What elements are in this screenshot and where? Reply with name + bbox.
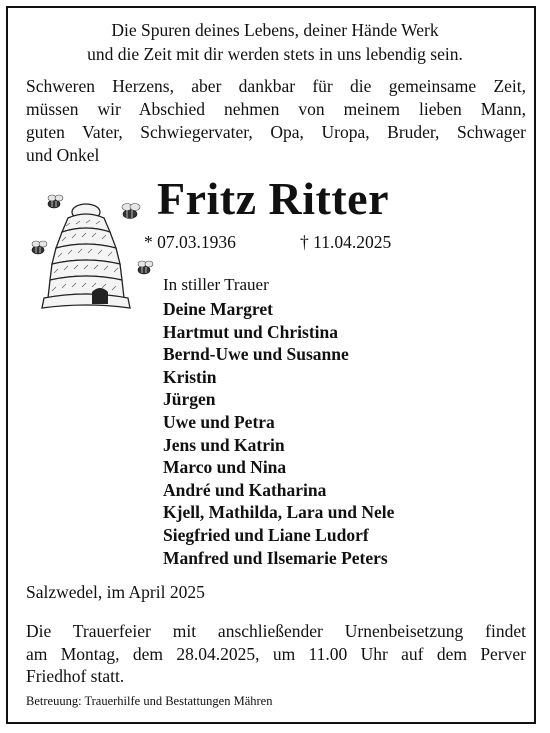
service-line: Die Trauerfeier mit anschließender Urnenbeisetzung findet bbox=[26, 621, 526, 641]
mourner-name: Jürgen bbox=[163, 389, 216, 410]
place-and-date: Salzwedel, im April 2025 bbox=[26, 582, 205, 602]
mourner-name: Marco und Nina bbox=[163, 457, 287, 478]
intro-line: und Onkel bbox=[26, 145, 100, 165]
mourner-name: Hartmut und Christina bbox=[163, 321, 339, 342]
mourner-name: Deine Margret bbox=[163, 299, 273, 319]
mourner-name: Kristin bbox=[163, 366, 217, 387]
motto-verse bbox=[0, 18, 550, 66]
intro-line: müssen wir Abschied nehmen von meinem lieben Mann, bbox=[26, 99, 526, 119]
mourning-intro: In stiller Trauer bbox=[163, 275, 269, 294]
motto-line: und die Zeit mit dir werden stets in uns lebendig sein. bbox=[87, 44, 463, 64]
service-line: Friedhof statt. bbox=[26, 666, 125, 686]
mourner-name: André und Katharina bbox=[163, 479, 327, 500]
mourner-name: Manfred und Ilsemarie Peters bbox=[163, 547, 388, 568]
birth-date: * 07.03.1936 bbox=[144, 232, 236, 252]
mourner-name: Siegfried und Liane Ludorf bbox=[163, 524, 369, 545]
mourners-list bbox=[163, 298, 394, 569]
deceased-name: Fritz Ritter bbox=[157, 173, 390, 224]
intro-line: Schweren Herzens, aber dankbar für die gemeinsame Zeit, bbox=[26, 76, 526, 96]
intro-text bbox=[26, 75, 526, 167]
motto-line: Die Spuren deines Lebens, deiner Hände Werk bbox=[111, 20, 439, 40]
intro-line: guten Vater, Schwiegervater, Opa, Uropa, Bruder, Schwager bbox=[26, 122, 526, 142]
mourner-name: Uwe und Petra bbox=[163, 411, 275, 432]
mourner-name: Bernd-Uwe und Susanne bbox=[163, 344, 349, 365]
death-date: † 11.04.2025 bbox=[300, 232, 392, 252]
mourner-name: Jens und Katrin bbox=[163, 434, 285, 455]
funeral-home-credit: Betreuung: Trauerhilfe und Bestattungen Mähren bbox=[26, 694, 273, 708]
service-line: am Montag, dem 28.04.2025, um 11.00 Uhr auf dem Perver bbox=[26, 643, 526, 664]
mourner-name: Kjell, Mathilda, Lara und Nele bbox=[163, 502, 395, 523]
funeral-service-info bbox=[26, 620, 526, 688]
